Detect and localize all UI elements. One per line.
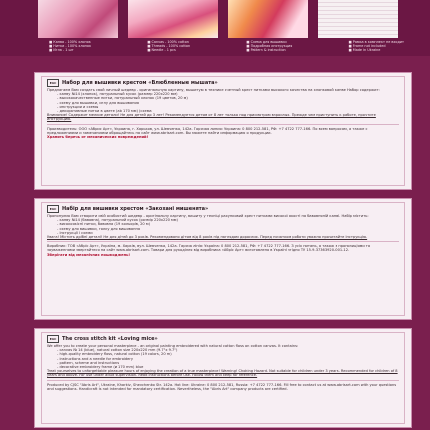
list-item: - канву №14 (хлопок), натуральный кусок (размер 220х220 мм) xyxy=(57,92,399,96)
list-item: - канву №14 (бавовна), натуральний кусок (розмір 220х220 мм) xyxy=(57,218,399,222)
list-item: - інструкції і схеми xyxy=(57,231,399,235)
list-item: - pattern, scheme and instructions xyxy=(57,361,399,365)
list-item: - высококачественные нитки, натуральный хлопок (19 цветов, 20 м) xyxy=(57,96,399,100)
list-item: - decorative embroidery frame (ø 170 mm) blue xyxy=(57,365,399,369)
panel-english xyxy=(34,328,412,428)
safety-note: Внимание! Содержит мелкие детали! Не для детей до 3 лет! Рекомендуется детям от 8 лет только под присмотром взрослых. Прежде чем приступить к работе, прочтите инструкцию. xyxy=(47,113,376,122)
divider xyxy=(47,380,399,381)
product-photo-3 xyxy=(228,0,308,38)
contents-list xyxy=(57,348,399,369)
product-photo-2 xyxy=(128,0,218,38)
producer-info: Виробник: ТОВ «Абріс Арт», Україна, м. Харків, вул. Шевченка, 142а. Гаряча лінія: Україна: 0 800 212-581, РФ: +7 4722 777-166. З усіх питань, а також з пропозиціями та зауваженнями звертайтеся на сайт www.abrisart.com. Товари для рукоділля від виробника «Абріс Арт» виготовлено в Україні згідно ТУ 15.9-37363920-001-12. xyxy=(47,244,371,253)
product-photo-1 xyxy=(38,0,118,38)
list-item: - canvas № 14 (blue), natural cotton size 220x220 mm (9.7"x 9.7") xyxy=(57,348,399,352)
feature-list xyxy=(44,40,404,52)
list-item: - декоративные нитки в цвете (ab 170 мм) (схема xyxy=(57,109,399,113)
list-item: - high-quality embroidery floss, natural cotton (19 colors, 20 m) xyxy=(57,352,399,356)
feature-col-2: ■ Canvas - 100% cotton ■ Threads - 100% cotton ■ Needle - 1 pcs xyxy=(142,40,190,52)
feature-col-3: ■ Схема для вышивки ■ Подробная инструкция ■ Pattern & instruction xyxy=(241,40,292,52)
producer-info: Производитель: ООО «Абрис Арт», Украина, г. Харьков, ул. Шевченко, 142а. Горячая линия: Украина: 0 800 212-581, РФ: +7 4722 777-166. По всем вопросам, а также с предложениями и замечаниями обращайтесь на сайт www.abrisart.com. Вы можете найти информацию о продукции. xyxy=(47,126,368,135)
safety-note: Увага! Містить дрібні деталі! Не для дітей до 3 років. Рекомендовано дітям від 8 років під наглядом дорослих. Перед початком роботи уважно прочитайте інструкцію. xyxy=(47,235,368,240)
feature-col-4: ■ Рамка в комплект не входит ■ Frame not included ■ Made in Ukraine xyxy=(343,40,404,52)
eac-mark-icon: EAC xyxy=(47,79,59,87)
product-photo-4 xyxy=(318,0,398,38)
divider xyxy=(47,241,399,242)
feature-col-1: ■ Канва - 100% хлопок ■ Нитки - 100% хлопок ■ Игла - 1 шт xyxy=(44,40,91,52)
producer-info: Produced by CJSC "Abris Art", Ukraine, Kharkiv, Shevchenko Str. 142a. Hot line: Ukraine: 0 800 212-581, Russia: +7 4722 777-166. Fill free to contact us at www.abrisart.com with your questions and suggestions. Handicraft is not intended for mandatory certification. Nevertheless, the "Abris Art" company products are certified. xyxy=(47,382,397,391)
panel-title: The cross stitch kit «Loving mice» xyxy=(62,336,158,342)
list-item: - високоякісні нитки, бавовна (19 кольорів, 20 м) xyxy=(57,222,399,226)
storage-warning: Зберігати від механічних пошкоджень! xyxy=(47,252,130,257)
eac-mark-icon: EAC xyxy=(47,205,59,213)
panel-russian xyxy=(34,72,412,190)
list-item: - схему для вишивки, голку для вишивання xyxy=(57,227,399,231)
panel-title: Набір для вишивки хрестом «Закохані мишенята» xyxy=(62,206,209,212)
contents-list xyxy=(57,218,399,235)
panel-intro: We offer you to create your personal masterpiece - an original painting embroidered with natural cotton floss on cotton canvas. It contains: xyxy=(47,344,299,348)
panel-title: Набор для вышивки крестом «Влюбленные мышата» xyxy=(62,80,218,86)
panel-intro: Пропонуємо Вам створити свій особистий шедевр - оригінальну картину, вишиту у техніці рахунковий хрест нитками високої якості на бавовняній канві. Набір містить: xyxy=(47,214,369,218)
header-photo-strip xyxy=(0,0,430,56)
safety-note: Treat yourselves to unforgettable pleasure hours of enjoying the creation of a true masterpiece! Warning! Choking Hazard. Not suitable for children under 3 years. Recommended for children of 8 years and above. For use under adult supervision. Read instructions before use. Follow them and keep for reference. xyxy=(47,369,398,378)
divider xyxy=(47,124,399,125)
list-item: - instructions and a needle for embroidery xyxy=(57,357,399,361)
panel-ukrainian xyxy=(34,198,412,320)
storage-warning: Хранить беречь от механических повреждений! xyxy=(47,135,149,140)
list-item: - инструкции и схемы xyxy=(57,105,399,109)
contents-list xyxy=(57,92,399,113)
panel-intro: Предлагаем Вам создать свой личный шедевр - оригинальную картину, вышитую в технике счетный крест нитками высокого качества на хлопковой канве Набор содержит: xyxy=(47,88,380,92)
list-item: - схему для вышивки, иглу для вышивания xyxy=(57,101,399,105)
eac-mark-icon: EAC xyxy=(47,335,59,343)
